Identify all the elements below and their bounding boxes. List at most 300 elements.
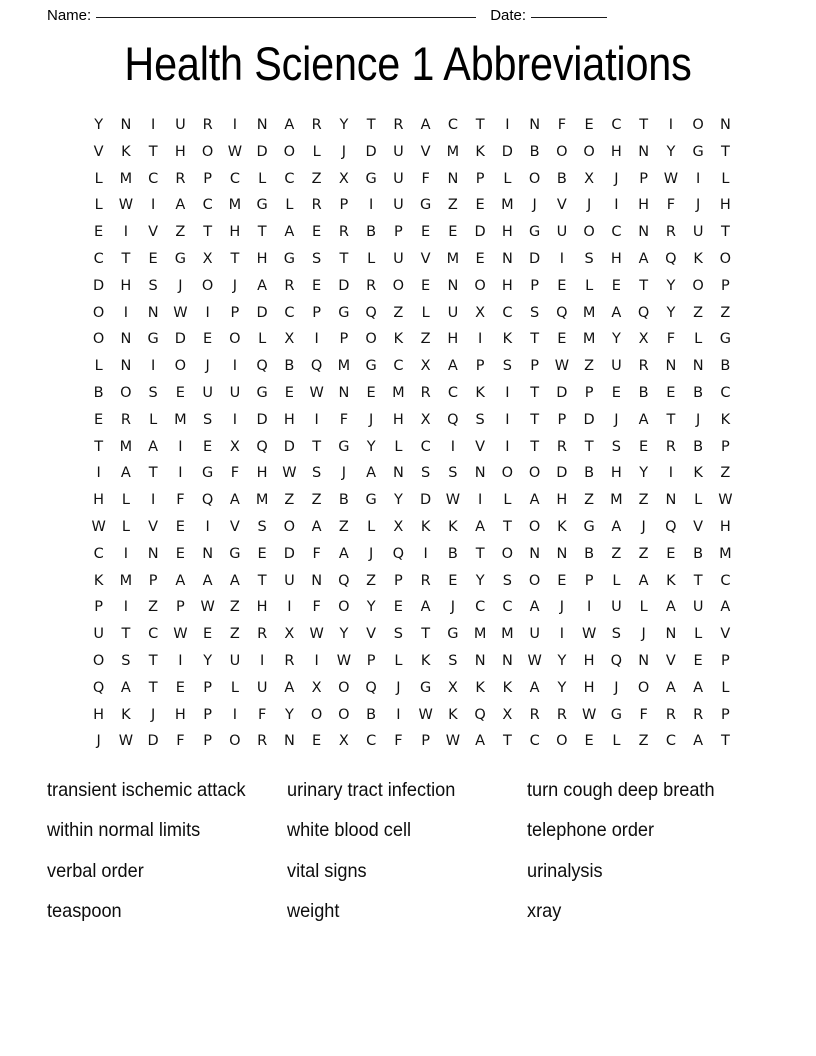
grid-letter[interactable]: N	[147, 545, 159, 562]
grid-letter[interactable]: Q	[610, 652, 623, 669]
grid-letter[interactable]: Q	[365, 679, 377, 696]
grid-letter[interactable]: C	[229, 170, 240, 187]
grid-letter[interactable]: I	[559, 626, 565, 643]
grid-letter[interactable]: T	[584, 438, 594, 455]
grid-letter[interactable]: I	[150, 117, 156, 133]
grid-letter[interactable]: L	[694, 492, 703, 509]
grid-letter[interactable]: X	[229, 438, 240, 455]
grid-letter[interactable]: G	[229, 545, 241, 562]
grid-letter[interactable]: Z	[720, 465, 731, 482]
grid-letter[interactable]: I	[205, 304, 210, 321]
grid-letter[interactable]: A	[120, 679, 131, 696]
grid-letter[interactable]: C	[202, 197, 213, 214]
grid-letter[interactable]: I	[123, 304, 129, 321]
grid-letter[interactable]: X	[393, 518, 404, 535]
grid-letter[interactable]: Y	[475, 572, 485, 589]
grid-letter[interactable]: T	[121, 626, 131, 643]
grid-letter[interactable]: H	[256, 599, 268, 616]
grid-letter[interactable]: Z	[420, 331, 431, 348]
grid-letter[interactable]: B	[693, 438, 704, 455]
grid-letter[interactable]: X	[447, 679, 458, 696]
grid-letter[interactable]: I	[232, 358, 238, 375]
grid-letter[interactable]: A	[665, 599, 676, 616]
grid-letter[interactable]: P	[530, 277, 539, 294]
grid-letter[interactable]: W	[718, 492, 733, 509]
grid-letter[interactable]: F	[312, 545, 321, 562]
grid-letter[interactable]: W	[336, 652, 352, 669]
grid-letter[interactable]: E	[448, 572, 458, 589]
grid-letter[interactable]: A	[693, 679, 704, 696]
grid-letter[interactable]: R	[638, 358, 649, 375]
grid-letter[interactable]: K	[666, 572, 676, 589]
grid-letter[interactable]: N	[665, 626, 677, 643]
grid-letter[interactable]: Q	[310, 358, 323, 375]
grid-letter[interactable]: G	[365, 170, 377, 187]
grid-letter[interactable]: S	[312, 250, 322, 267]
grid-letter[interactable]: G	[692, 143, 704, 160]
word-list-item[interactable]: within normal limits	[47, 819, 201, 842]
grid-letter[interactable]: I	[505, 411, 510, 428]
grid-letter[interactable]: E	[175, 545, 185, 562]
grid-letter[interactable]: Z	[693, 304, 704, 321]
grid-letter[interactable]: N	[665, 492, 677, 509]
grid-letter[interactable]: T	[366, 117, 376, 133]
grid-letter[interactable]: F	[666, 331, 676, 348]
grid-letter[interactable]: S	[502, 358, 512, 375]
grid-letter[interactable]: O	[310, 706, 323, 723]
grid-letter[interactable]: V	[693, 518, 704, 535]
grid-letter[interactable]: A	[229, 572, 240, 589]
grid-letter[interactable]: O	[583, 143, 595, 160]
grid-letter[interactable]: R	[338, 224, 349, 241]
grid-letter[interactable]: X	[502, 706, 513, 723]
grid-letter[interactable]: B	[638, 384, 649, 401]
grid-letter[interactable]: N	[638, 652, 650, 669]
grid-letter[interactable]: W	[173, 304, 188, 321]
grid-letter[interactable]: D	[420, 492, 432, 509]
grid-letter[interactable]: Y	[393, 492, 403, 509]
grid-letter[interactable]: I	[150, 492, 156, 509]
grid-letter[interactable]: L	[121, 518, 130, 535]
date-input-rule[interactable]	[531, 17, 607, 18]
grid-letter[interactable]: E	[203, 626, 213, 643]
grid-letter[interactable]: E	[393, 599, 403, 616]
grid-letter[interactable]: A	[475, 518, 486, 535]
grid-letter[interactable]: P	[203, 170, 212, 187]
grid-letter[interactable]: J	[205, 358, 210, 375]
grid-letter[interactable]: T	[148, 465, 158, 482]
grid-letter[interactable]: J	[614, 170, 619, 187]
grid-letter[interactable]: N	[120, 331, 132, 348]
grid-letter[interactable]: C	[366, 733, 377, 750]
grid-letter[interactable]: L	[94, 197, 103, 214]
grid-letter[interactable]: T	[530, 384, 540, 401]
grid-letter[interactable]: A	[420, 599, 431, 616]
grid-letter[interactable]: K	[693, 250, 703, 267]
grid-letter[interactable]: G	[365, 358, 377, 375]
grid-letter[interactable]: E	[557, 277, 567, 294]
word-list-item[interactable]: teaspoon	[47, 900, 122, 923]
grid-letter[interactable]: Z	[284, 492, 295, 509]
grid-letter[interactable]: N	[311, 572, 323, 589]
grid-letter[interactable]: I	[314, 331, 319, 348]
grid-letter[interactable]: E	[94, 224, 104, 241]
grid-letter[interactable]: E	[557, 572, 567, 589]
grid-letter[interactable]: E	[693, 652, 703, 669]
grid-letter[interactable]: S	[393, 626, 403, 643]
grid-letter[interactable]: K	[121, 706, 131, 723]
grid-letter[interactable]: T	[639, 117, 649, 133]
grid-letter[interactable]: C	[93, 545, 104, 562]
grid-letter[interactable]: G	[529, 224, 541, 241]
grid-letter[interactable]: W	[554, 358, 570, 375]
grid-letter[interactable]: F	[312, 599, 321, 616]
grid-letter[interactable]: F	[666, 197, 676, 214]
grid-letter[interactable]: E	[611, 384, 621, 401]
grid-letter[interactable]: O	[229, 733, 241, 750]
grid-letter[interactable]: G	[283, 250, 295, 267]
grid-letter[interactable]: F	[257, 706, 267, 723]
grid-letter[interactable]: C	[447, 384, 458, 401]
grid-letter[interactable]: X	[338, 733, 349, 750]
grid-letter[interactable]: O	[528, 572, 541, 589]
grid-letter[interactable]: D	[583, 411, 595, 428]
grid-letter[interactable]: W	[418, 706, 433, 723]
grid-letter[interactable]: I	[178, 465, 183, 482]
grid-letter[interactable]: X	[284, 331, 295, 348]
grid-letter[interactable]: T	[720, 733, 730, 750]
grid-letter[interactable]: C	[420, 438, 431, 455]
grid-letter[interactable]: T	[312, 438, 322, 455]
grid-letter[interactable]: I	[505, 438, 510, 455]
grid-letter[interactable]: D	[256, 143, 268, 160]
grid-letter[interactable]: H	[174, 143, 186, 160]
grid-letter[interactable]: Z	[638, 733, 649, 750]
grid-letter[interactable]: H	[501, 277, 513, 294]
grid-letter[interactable]: B	[366, 224, 377, 241]
grid-letter[interactable]: D	[147, 733, 159, 750]
grid-letter[interactable]: N	[501, 250, 513, 267]
grid-letter[interactable]: E	[475, 197, 485, 214]
grid-letter[interactable]: X	[284, 626, 295, 643]
grid-letter[interactable]: O	[229, 331, 241, 348]
grid-letter[interactable]: P	[530, 358, 539, 375]
grid-letter[interactable]: O	[637, 679, 650, 696]
grid-letter[interactable]: Z	[611, 545, 622, 562]
grid-letter[interactable]: I	[150, 197, 156, 214]
grid-letter[interactable]: L	[639, 599, 648, 616]
grid-letter[interactable]: Q	[556, 304, 568, 321]
grid-letter[interactable]: U	[611, 358, 622, 375]
grid-letter[interactable]: Z	[229, 626, 240, 643]
grid-letter[interactable]: A	[611, 304, 622, 321]
grid-letter[interactable]: K	[502, 331, 513, 348]
grid-letter[interactable]: H	[583, 652, 595, 669]
grid-letter[interactable]: D	[256, 304, 268, 321]
name-input-rule[interactable]	[96, 17, 476, 18]
grid-letter[interactable]: M	[719, 545, 732, 562]
grid-letter[interactable]: R	[665, 224, 676, 241]
grid-letter[interactable]: U	[93, 626, 104, 643]
grid-letter[interactable]: J	[641, 626, 646, 643]
grid-letter[interactable]: L	[612, 572, 621, 589]
grid-letter[interactable]: M	[473, 626, 487, 643]
grid-letter[interactable]: M	[392, 384, 405, 401]
grid-letter[interactable]: N	[392, 465, 404, 482]
grid-letter[interactable]: F	[339, 411, 349, 428]
grid-letter[interactable]: A	[693, 733, 704, 750]
grid-letter[interactable]: E	[448, 224, 458, 241]
grid-letter[interactable]: L	[149, 411, 158, 428]
grid-letter[interactable]: V	[665, 652, 676, 669]
grid-letter[interactable]: X	[420, 411, 431, 428]
grid-letter[interactable]: T	[148, 652, 158, 669]
grid-letter[interactable]: X	[338, 170, 349, 187]
grid-letter[interactable]: E	[666, 384, 676, 401]
grid-letter[interactable]: A	[720, 599, 731, 616]
grid-letter[interactable]: A	[638, 411, 649, 428]
grid-letter[interactable]: J	[341, 465, 347, 482]
grid-letter[interactable]: W	[309, 626, 324, 643]
grid-letter[interactable]: P	[394, 224, 403, 241]
word-list-item[interactable]: white blood cell	[287, 819, 412, 842]
grid-letter[interactable]: O	[692, 117, 704, 133]
grid-letter[interactable]: H	[638, 197, 650, 214]
grid-letter[interactable]: T	[148, 143, 158, 160]
grid-letter[interactable]: R	[257, 733, 268, 750]
grid-letter[interactable]: R	[393, 117, 404, 133]
grid-letter[interactable]: M	[501, 626, 514, 643]
grid-letter[interactable]: M	[119, 170, 133, 187]
grid-letter[interactable]: C	[502, 599, 513, 616]
grid-letter[interactable]: T	[502, 733, 512, 750]
grid-letter[interactable]: U	[556, 224, 568, 241]
grid-letter[interactable]: I	[96, 465, 101, 482]
grid-letter[interactable]: O	[528, 518, 541, 535]
grid-letter[interactable]: E	[284, 384, 294, 401]
grid-letter[interactable]: W	[227, 143, 243, 160]
grid-letter[interactable]: I	[314, 411, 319, 428]
grid-letter[interactable]: L	[503, 492, 512, 509]
grid-letter[interactable]: A	[284, 117, 295, 133]
grid-letter[interactable]: Y	[284, 706, 294, 723]
grid-letter[interactable]: R	[693, 706, 704, 723]
grid-letter[interactable]: G	[420, 679, 432, 696]
grid-letter[interactable]: B	[584, 545, 595, 562]
grid-letter[interactable]: W	[118, 733, 134, 750]
grid-letter[interactable]: W	[91, 518, 106, 535]
grid-letter[interactable]: L	[230, 679, 239, 696]
grid-letter[interactable]: J	[368, 411, 374, 428]
grid-letter[interactable]: V	[148, 224, 159, 241]
grid-letter[interactable]: K	[475, 143, 485, 160]
grid-letter[interactable]: Y	[557, 679, 567, 696]
grid-letter[interactable]: X	[311, 679, 322, 696]
grid-letter[interactable]: P	[721, 706, 730, 723]
grid-letter[interactable]: D	[556, 384, 568, 401]
grid-letter[interactable]: T	[720, 224, 730, 241]
grid-letter[interactable]: T	[257, 224, 267, 241]
grid-letter[interactable]: Z	[638, 492, 649, 509]
grid-letter[interactable]: I	[559, 250, 565, 267]
grid-letter[interactable]: A	[175, 197, 186, 214]
grid-letter[interactable]: H	[501, 224, 513, 241]
grid-letter[interactable]: Y	[666, 304, 676, 321]
grid-letter[interactable]: O	[474, 277, 486, 294]
grid-letter[interactable]: U	[202, 384, 213, 401]
grid-letter[interactable]: O	[338, 599, 350, 616]
grid-letter[interactable]: L	[312, 143, 321, 160]
grid-letter[interactable]: C	[284, 304, 295, 321]
grid-letter[interactable]: N	[638, 143, 650, 160]
grid-letter[interactable]: P	[721, 277, 730, 294]
grid-letter[interactable]: T	[203, 224, 213, 241]
grid-letter[interactable]: V	[420, 250, 431, 267]
grid-letter[interactable]: M	[255, 492, 269, 509]
grid-letter[interactable]: X	[638, 331, 649, 348]
grid-letter[interactable]: Q	[474, 706, 486, 723]
grid-letter[interactable]: R	[420, 384, 431, 401]
grid-letter[interactable]: P	[421, 733, 430, 750]
grid-letter[interactable]: O	[392, 277, 405, 294]
grid-letter[interactable]: I	[505, 117, 510, 133]
grid-letter[interactable]: I	[668, 465, 674, 482]
grid-letter[interactable]: O	[528, 170, 541, 187]
grid-letter[interactable]: H	[719, 518, 731, 535]
grid-letter[interactable]: M	[446, 143, 460, 160]
grid-letter[interactable]: B	[447, 545, 458, 562]
grid-letter[interactable]: H	[93, 492, 105, 509]
grid-letter[interactable]: J	[341, 143, 347, 160]
grid-letter[interactable]: T	[421, 626, 431, 643]
grid-letter[interactable]: O	[92, 304, 105, 321]
grid-letter[interactable]: S	[448, 465, 458, 482]
grid-letter[interactable]: T	[475, 117, 485, 133]
grid-letter[interactable]: G	[365, 492, 377, 509]
grid-letter[interactable]: M	[582, 331, 596, 348]
grid-letter[interactable]: E	[257, 545, 267, 562]
grid-letter[interactable]: S	[584, 250, 594, 267]
grid-letter[interactable]: K	[448, 518, 458, 535]
grid-letter[interactable]: B	[529, 143, 540, 160]
grid-letter[interactable]: O	[556, 733, 568, 750]
grid-letter[interactable]: C	[148, 626, 159, 643]
grid-letter[interactable]: G	[610, 706, 622, 723]
grid-letter[interactable]: Q	[256, 438, 268, 455]
grid-letter[interactable]: R	[175, 170, 186, 187]
grid-letter[interactable]: W	[173, 626, 188, 643]
grid-letter[interactable]: J	[695, 197, 701, 214]
grid-letter[interactable]: L	[421, 304, 430, 321]
grid-letter[interactable]: E	[584, 117, 594, 133]
grid-letter[interactable]: C	[611, 117, 622, 133]
grid-letter[interactable]: W	[118, 197, 134, 214]
grid-letter[interactable]: M	[228, 197, 242, 214]
grid-letter[interactable]: Z	[366, 572, 377, 589]
grid-letter[interactable]: B	[284, 358, 295, 375]
grid-letter[interactable]: R	[529, 706, 540, 723]
grid-letter[interactable]: B	[556, 170, 567, 187]
grid-letter[interactable]: Z	[447, 197, 458, 214]
grid-letter[interactable]: P	[148, 572, 158, 589]
grid-letter[interactable]: J	[695, 411, 701, 428]
grid-letter[interactable]: L	[585, 277, 594, 294]
grid-letter[interactable]: F	[557, 117, 567, 133]
grid-letter[interactable]: I	[150, 358, 156, 375]
grid-letter[interactable]: K	[448, 706, 458, 723]
grid-letter[interactable]: T	[502, 518, 512, 535]
grid-letter[interactable]: M	[610, 492, 623, 509]
grid-letter[interactable]: U	[611, 599, 622, 616]
grid-letter[interactable]: N	[338, 384, 350, 401]
grid-letter[interactable]: D	[283, 438, 295, 455]
grid-letter[interactable]: L	[503, 170, 512, 187]
word-list-item[interactable]: urinary tract infection	[287, 779, 456, 801]
grid-letter[interactable]: E	[312, 277, 322, 294]
grid-letter[interactable]: E	[666, 545, 676, 562]
grid-letter[interactable]: T	[666, 411, 676, 428]
grid-letter[interactable]: I	[423, 545, 428, 562]
grid-letter[interactable]: I	[178, 438, 183, 455]
grid-letter[interactable]: L	[394, 438, 403, 455]
grid-letter[interactable]: Z	[229, 599, 240, 616]
grid-letter[interactable]: A	[175, 572, 186, 589]
grid-letter[interactable]: I	[314, 652, 319, 669]
grid-letter[interactable]: A	[665, 679, 676, 696]
grid-letter[interactable]: P	[339, 331, 349, 348]
grid-letter[interactable]: N	[665, 358, 677, 375]
word-list-item[interactable]: verbal order	[47, 859, 144, 882]
grid-letter[interactable]: M	[582, 304, 596, 321]
grid-letter[interactable]: N	[474, 465, 486, 482]
grid-letter[interactable]: C	[720, 572, 731, 589]
grid-letter[interactable]: B	[93, 384, 104, 401]
grid-letter[interactable]: F	[176, 492, 185, 509]
grid-letter[interactable]: L	[721, 679, 730, 696]
grid-letter[interactable]: E	[557, 331, 567, 348]
grid-letter[interactable]: O	[501, 545, 514, 562]
grid-letter[interactable]: W	[581, 626, 597, 643]
grid-letter[interactable]: H	[556, 492, 568, 509]
grid-letter[interactable]: E	[175, 384, 185, 401]
grid-letter[interactable]: W	[527, 652, 542, 669]
grid-letter[interactable]: C	[284, 170, 295, 187]
grid-letter[interactable]: A	[148, 438, 159, 455]
grid-letter[interactable]: P	[203, 679, 212, 696]
grid-letter[interactable]: Q	[392, 545, 405, 562]
word-list-item[interactable]: telephone order	[527, 819, 655, 842]
grid-letter[interactable]: H	[174, 706, 186, 723]
grid-letter[interactable]: L	[694, 626, 703, 643]
grid-letter[interactable]: V	[229, 518, 240, 535]
grid-letter[interactable]: I	[123, 224, 129, 241]
grid-letter[interactable]: N	[529, 545, 541, 562]
grid-letter[interactable]: R	[420, 572, 431, 589]
grid-letter[interactable]: K	[93, 572, 104, 589]
grid-letter[interactable]: Y	[639, 465, 649, 482]
grid-letter[interactable]: E	[611, 277, 621, 294]
grid-letter[interactable]: A	[475, 733, 486, 750]
grid-letter[interactable]: B	[693, 545, 704, 562]
grid-letter[interactable]: K	[121, 143, 131, 160]
grid-letter[interactable]: K	[502, 679, 513, 696]
grid-letter[interactable]: E	[175, 679, 185, 696]
grid-letter[interactable]: Q	[665, 518, 677, 535]
grid-letter[interactable]: D	[501, 143, 513, 160]
grid-letter[interactable]: N	[501, 652, 513, 669]
grid-letter[interactable]: Y	[94, 117, 104, 133]
grid-letter[interactable]: B	[366, 706, 377, 723]
